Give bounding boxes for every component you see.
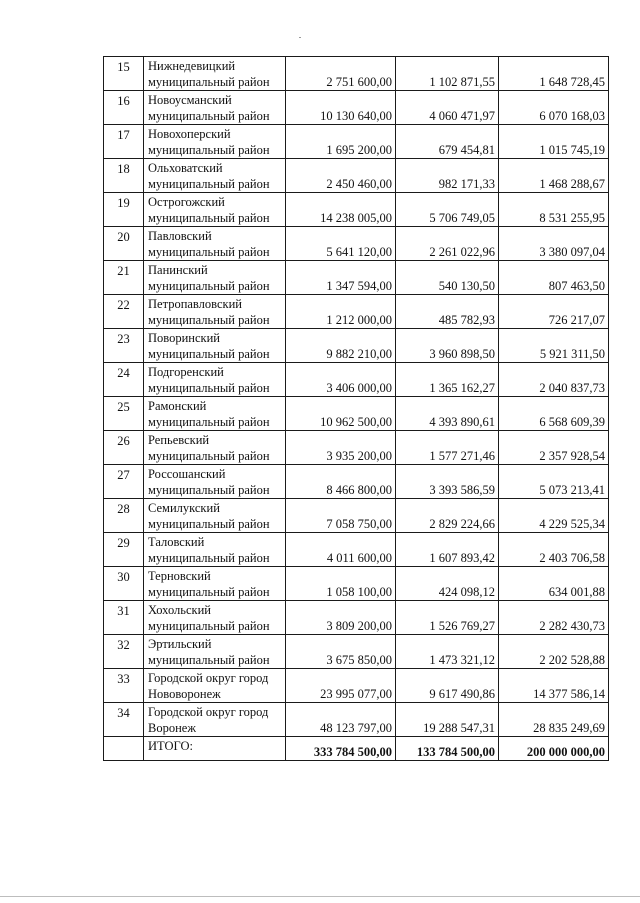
amount-total: 3 406 000,00 — [286, 363, 396, 397]
municipality-name-line-2: муниципальный район — [148, 449, 270, 463]
amount-total: 5 641 120,00 — [286, 227, 396, 261]
municipality-name-line-2: муниципальный район — [148, 619, 270, 633]
municipality-name-line-1: Репьевский — [148, 433, 210, 447]
row-number: 28 — [104, 499, 144, 533]
table-row — [104, 635, 609, 669]
amount-part-2: 2 282 430,73 — [499, 601, 609, 635]
table-row — [104, 533, 609, 567]
amount-total: 1 212 000,00 — [286, 295, 396, 329]
municipality-name-line-2: муниципальный район — [148, 415, 270, 429]
amount-total: 7 058 750,00 — [286, 499, 396, 533]
amount-part-2: 1 648 728,45 — [499, 57, 609, 91]
amount-part-1: 19 288 547,31 — [396, 703, 499, 737]
budget-distribution-table — [103, 56, 609, 761]
table-row — [104, 669, 609, 703]
amount-part-2: 8 531 255,95 — [499, 193, 609, 227]
municipality-name — [144, 159, 286, 193]
municipality-name — [144, 499, 286, 533]
municipality-name-line-2: муниципальный район — [148, 347, 270, 361]
municipality-name-line-1: Подгоренский — [148, 365, 224, 379]
municipality-name-line-2: муниципальный район — [148, 381, 270, 395]
municipality-name-line-1: Терновский — [148, 569, 211, 583]
municipality-name-line-2: муниципальный район — [148, 585, 270, 599]
amount-total: 1 058 100,00 — [286, 567, 396, 601]
amount-total: 10 130 640,00 — [286, 91, 396, 125]
amount-part-1: 1 102 871,55 — [396, 57, 499, 91]
amount-part-1: 3 393 586,59 — [396, 465, 499, 499]
municipality-name-line-2: муниципальный район — [148, 653, 270, 667]
municipality-name-line-1: Нижнедевицкий — [148, 59, 236, 73]
amount-part-2: 807 463,50 — [499, 261, 609, 295]
amount-part-2: 1 468 288,67 — [499, 159, 609, 193]
table-row — [104, 91, 609, 125]
row-number: 19 — [104, 193, 144, 227]
row-number: 20 — [104, 227, 144, 261]
amount-total: 1 347 594,00 — [286, 261, 396, 295]
table-row — [104, 397, 609, 431]
amount-part-2: 1 015 745,19 — [499, 125, 609, 159]
amount-total: 2 751 600,00 — [286, 57, 396, 91]
row-number: 32 — [104, 635, 144, 669]
page-bottom-edge — [0, 896, 640, 897]
table-row — [104, 499, 609, 533]
municipality-name-line-2: муниципальный район — [148, 279, 270, 293]
municipality-name-line-1: Семилукский — [148, 501, 220, 515]
municipality-name-line-2: муниципальный район — [148, 551, 270, 565]
total-row — [104, 737, 609, 761]
total-part-1: 133 784 500,00 — [396, 737, 499, 761]
amount-total: 10 962 500,00 — [286, 397, 396, 431]
row-number: 25 — [104, 397, 144, 431]
amount-part-2: 3 380 097,04 — [499, 227, 609, 261]
municipality-name — [144, 601, 286, 635]
table-row — [104, 295, 609, 329]
amount-total: 9 882 210,00 — [286, 329, 396, 363]
table-row — [104, 703, 609, 737]
amount-total: 48 123 797,00 — [286, 703, 396, 737]
row-number: 16 — [104, 91, 144, 125]
municipality-name — [144, 431, 286, 465]
amount-part-1: 424 098,12 — [396, 567, 499, 601]
row-number: 27 — [104, 465, 144, 499]
municipality-name-line-1: Рамонский — [148, 399, 207, 413]
municipality-name — [144, 703, 286, 737]
municipality-name-line-1: Новохоперский — [148, 127, 231, 141]
amount-part-1: 5 706 749,05 — [396, 193, 499, 227]
row-number: 33 — [104, 669, 144, 703]
municipality-name — [144, 193, 286, 227]
municipality-name-line-1: Хохольский — [148, 603, 211, 617]
amount-part-2: 6 568 609,39 — [499, 397, 609, 431]
amount-total: 14 238 005,00 — [286, 193, 396, 227]
amount-part-1: 540 130,50 — [396, 261, 499, 295]
municipality-name — [144, 669, 286, 703]
municipality-name-line-2: муниципальный район — [148, 75, 270, 89]
amount-part-1: 1 365 162,27 — [396, 363, 499, 397]
amount-part-2: 2 357 928,54 — [499, 431, 609, 465]
amount-part-2: 14 377 586,14 — [499, 669, 609, 703]
amount-total: 3 675 850,00 — [286, 635, 396, 669]
amount-part-2: 2 202 528,88 — [499, 635, 609, 669]
row-number: 17 — [104, 125, 144, 159]
municipality-name-line-2: муниципальный район — [148, 177, 270, 191]
municipality-name-line-2: муниципальный район — [148, 143, 270, 157]
amount-part-1: 2 829 224,66 — [396, 499, 499, 533]
table-row — [104, 431, 609, 465]
amount-part-1: 982 171,33 — [396, 159, 499, 193]
municipality-name-line-1: Поворинский — [148, 331, 220, 345]
amount-total: 23 995 077,00 — [286, 669, 396, 703]
municipality-name-line-1: Городской округ город — [148, 705, 269, 719]
municipality-name-line-1: Павловский — [148, 229, 212, 243]
municipality-name-line-2: муниципальный район — [148, 517, 270, 531]
municipality-name — [144, 261, 286, 295]
table-row — [104, 57, 609, 91]
row-number: 18 — [104, 159, 144, 193]
municipality-name-line-2: Воронеж — [148, 721, 196, 735]
amount-part-2: 5 921 311,50 — [499, 329, 609, 363]
row-number: 24 — [104, 363, 144, 397]
amount-part-1: 9 617 490,86 — [396, 669, 499, 703]
amount-part-2: 634 001,88 — [499, 567, 609, 601]
amount-part-1: 679 454,81 — [396, 125, 499, 159]
total-part-2: 200 000 000,00 — [499, 737, 609, 761]
municipality-name-line-2: муниципальный район — [148, 313, 270, 327]
municipality-name-line-1: Петропавловский — [148, 297, 242, 311]
row-number: 29 — [104, 533, 144, 567]
amount-part-2: 726 217,07 — [499, 295, 609, 329]
amount-total: 2 450 460,00 — [286, 159, 396, 193]
table-row — [104, 363, 609, 397]
table-row — [104, 227, 609, 261]
amount-part-2: 28 835 249,69 — [499, 703, 609, 737]
total-label: ИТОГО: — [144, 737, 286, 761]
municipality-name — [144, 533, 286, 567]
municipality-name-line-2: Нововоронеж — [148, 687, 221, 701]
table-row — [104, 125, 609, 159]
amount-total: 1 695 200,00 — [286, 125, 396, 159]
table-row — [104, 261, 609, 295]
table-row — [104, 159, 609, 193]
amount-part-1: 1 526 769,27 — [396, 601, 499, 635]
amount-part-1: 2 261 022,96 — [396, 227, 499, 261]
amount-part-1: 1 473 321,12 — [396, 635, 499, 669]
row-number: 30 — [104, 567, 144, 601]
municipality-name — [144, 635, 286, 669]
municipality-name — [144, 363, 286, 397]
municipality-name — [144, 567, 286, 601]
amount-part-1: 485 782,93 — [396, 295, 499, 329]
amount-part-1: 3 960 898,50 — [396, 329, 499, 363]
scan-speck — [299, 37, 301, 38]
table-row — [104, 465, 609, 499]
municipality-name-line-1: Городской округ город — [148, 671, 269, 685]
table-body — [104, 57, 609, 761]
row-number: 34 — [104, 703, 144, 737]
municipality-name — [144, 465, 286, 499]
amount-part-2: 2 040 837,73 — [499, 363, 609, 397]
municipality-name — [144, 295, 286, 329]
municipality-name-line-1: Ольховатский — [148, 161, 223, 175]
total-row-empty-cell — [104, 737, 144, 761]
row-number: 31 — [104, 601, 144, 635]
amount-total: 4 011 600,00 — [286, 533, 396, 567]
municipality-name — [144, 57, 286, 91]
amount-part-1: 4 393 890,61 — [396, 397, 499, 431]
municipality-name — [144, 125, 286, 159]
amount-part-2: 2 403 706,58 — [499, 533, 609, 567]
municipality-name-line-1: Эртильский — [148, 637, 212, 651]
municipality-name-line-1: Россошанский — [148, 467, 226, 481]
municipality-name — [144, 397, 286, 431]
row-number: 22 — [104, 295, 144, 329]
municipality-name — [144, 329, 286, 363]
municipality-name-line-1: Таловский — [148, 535, 205, 549]
municipality-name — [144, 91, 286, 125]
municipality-name — [144, 227, 286, 261]
municipality-name-line-2: муниципальный район — [148, 245, 270, 259]
municipality-name-line-2: муниципальный район — [148, 109, 270, 123]
amount-total: 3 809 200,00 — [286, 601, 396, 635]
municipality-name-line-1: Острогожский — [148, 195, 225, 209]
table-row — [104, 193, 609, 227]
row-number: 26 — [104, 431, 144, 465]
amount-part-2: 6 070 168,03 — [499, 91, 609, 125]
amount-part-1: 1 607 893,42 — [396, 533, 499, 567]
amount-total: 3 935 200,00 — [286, 431, 396, 465]
municipality-name-line-1: Новоусманский — [148, 93, 232, 107]
table-row — [104, 601, 609, 635]
row-number: 21 — [104, 261, 144, 295]
amount-part-1: 4 060 471,97 — [396, 91, 499, 125]
amount-total: 8 466 800,00 — [286, 465, 396, 499]
amount-part-2: 4 229 525,34 — [499, 499, 609, 533]
amount-part-1: 1 577 271,46 — [396, 431, 499, 465]
total-amount: 333 784 500,00 — [286, 737, 396, 761]
row-number: 23 — [104, 329, 144, 363]
table-row — [104, 567, 609, 601]
municipality-name-line-2: муниципальный район — [148, 483, 270, 497]
row-number: 15 — [104, 57, 144, 91]
table-row — [104, 329, 609, 363]
municipality-name-line-2: муниципальный район — [148, 211, 270, 225]
amount-part-2: 5 073 213,41 — [499, 465, 609, 499]
municipality-name-line-1: Панинский — [148, 263, 208, 277]
